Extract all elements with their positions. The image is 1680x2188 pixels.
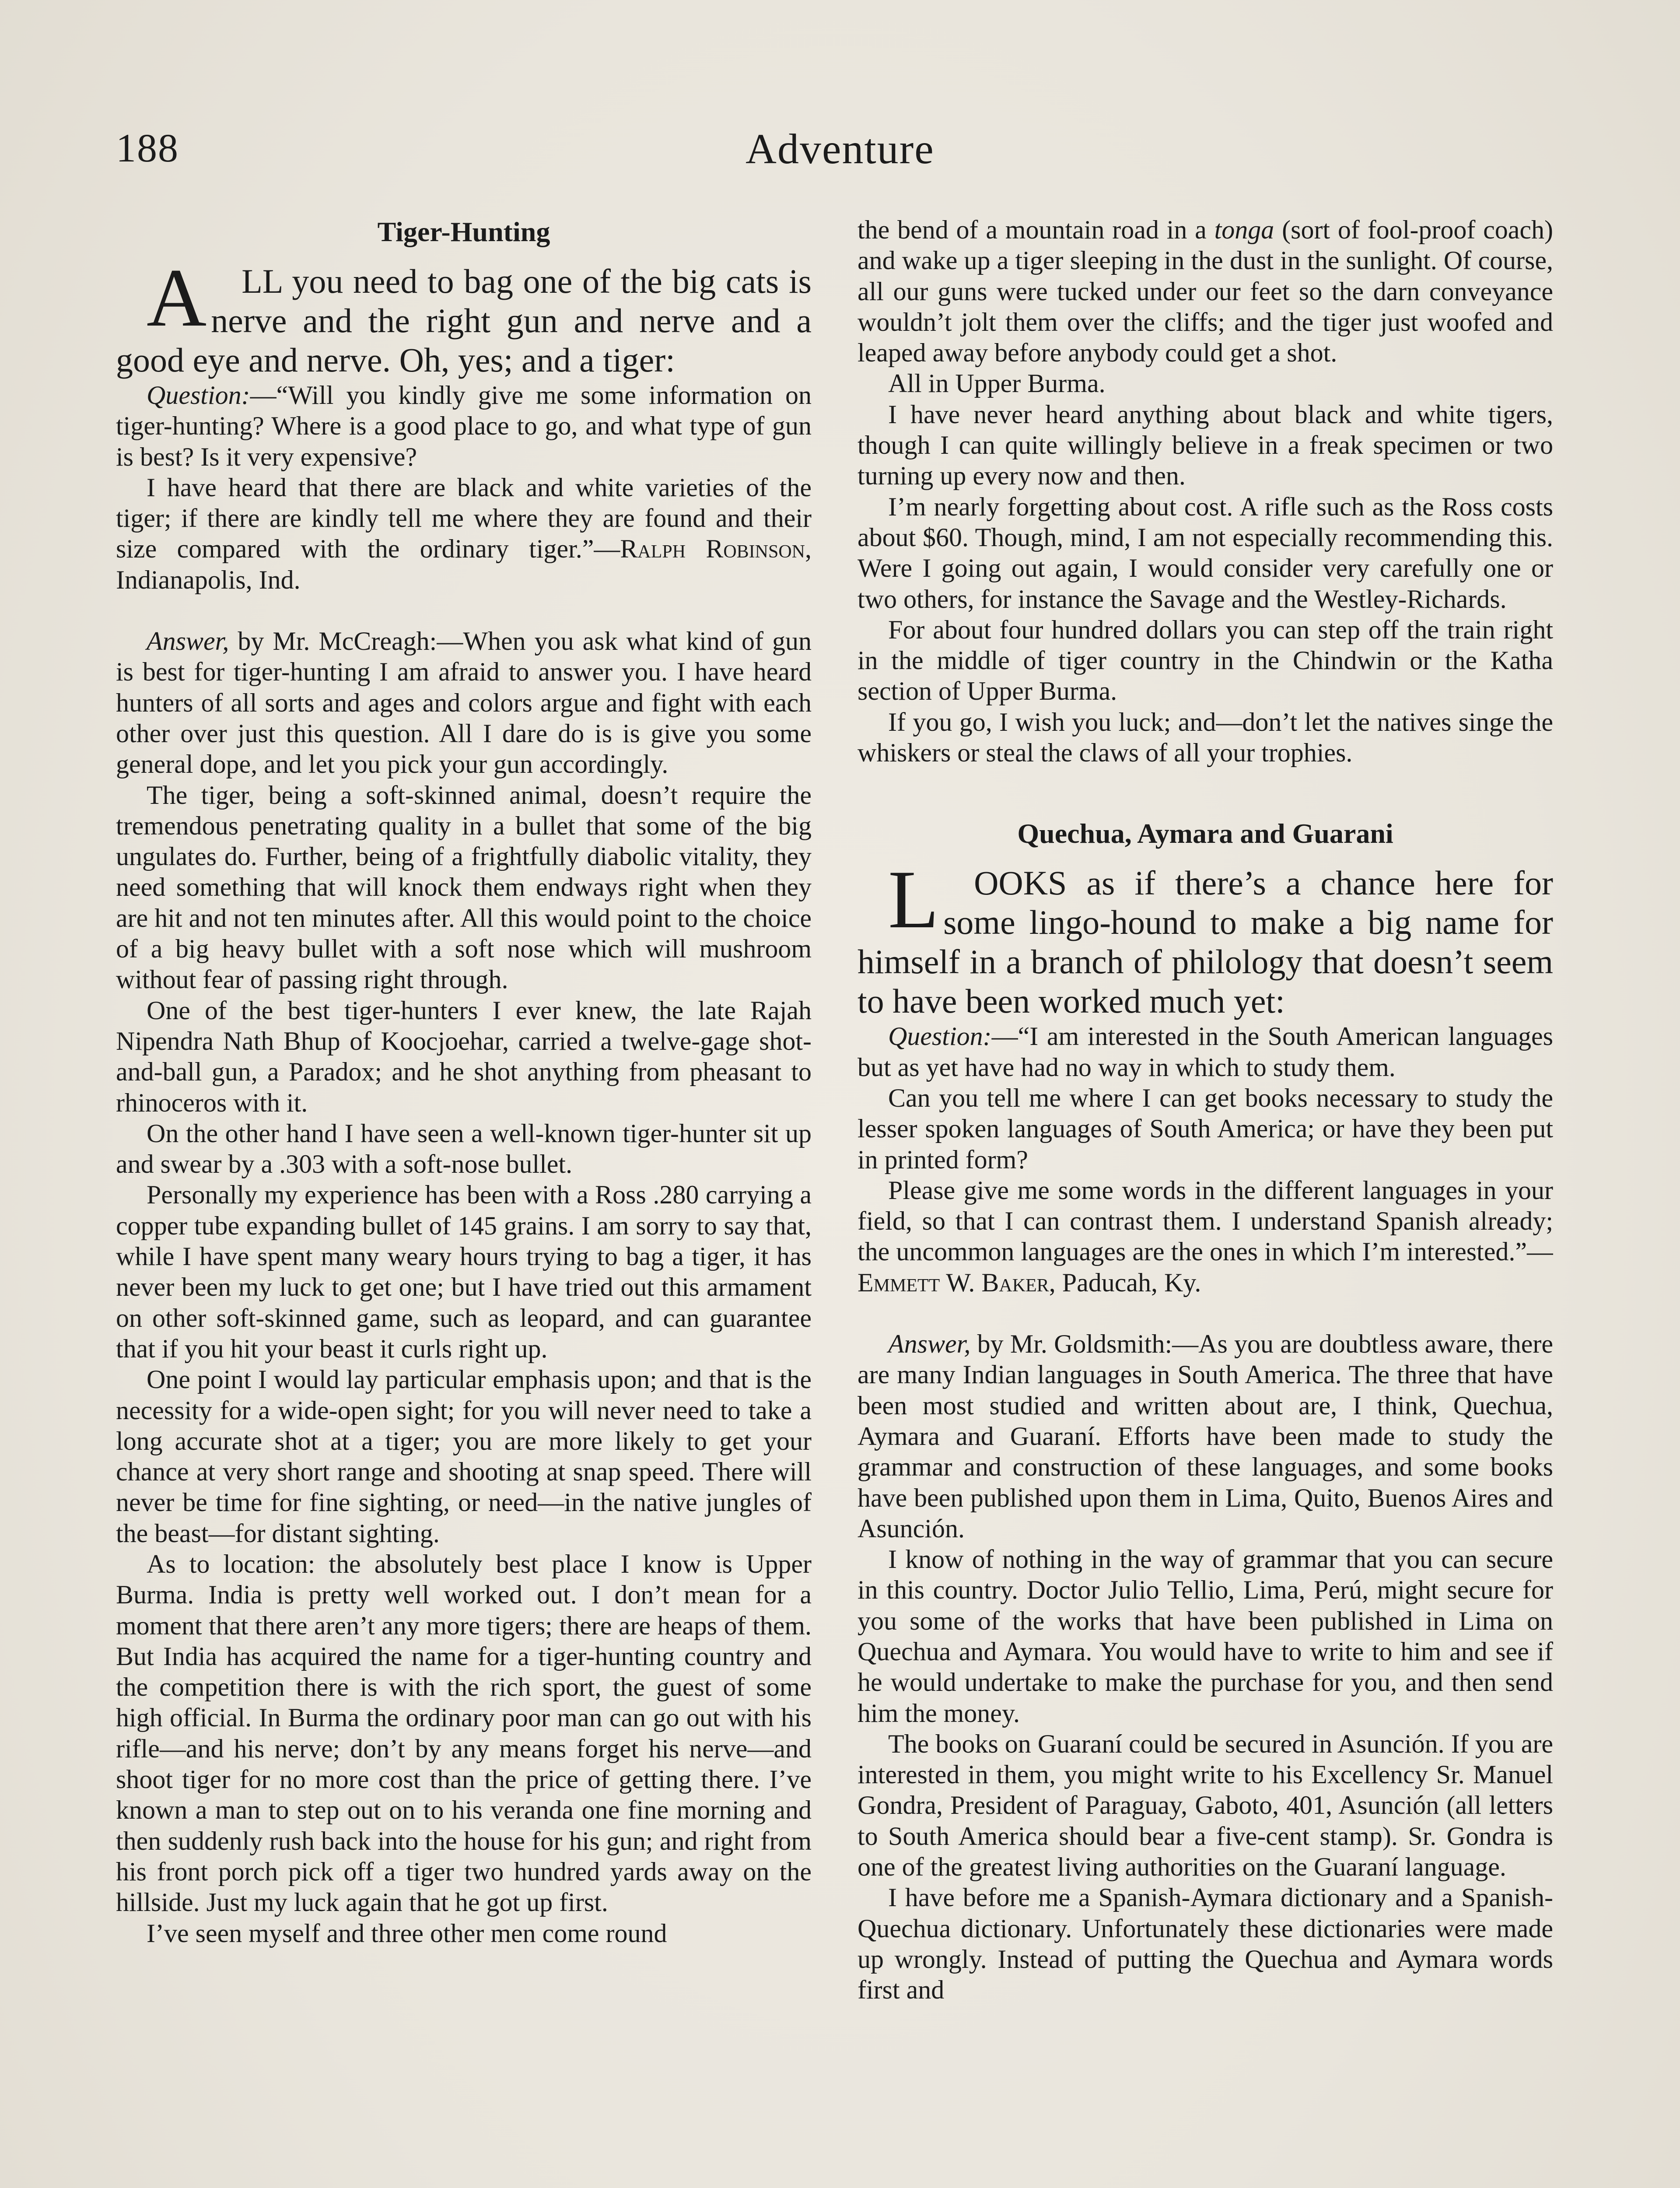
answer-paragraph: I know of nothing in the way of grammar that you can secure in this country. Doctor Julio Tellio, Lima, Perú, might secure for you some of the works that have been published in Lima on Quechua and Aymara. You would have to write to him and see if he would undertake to make the purchase for you, and then send him the money.	[858, 1545, 1553, 1728]
lead-paragraph	[116, 252, 812, 380]
page-header	[116, 125, 1564, 177]
lead-text: OOKS as if there’s a chance here for some lingo-hound to make a big name for himself in a branch of philology that doesn’t seem to have been worked much yet:	[858, 864, 1553, 1020]
answer-paragraph: The tiger, being a soft-skinned animal, doesn’t require the tremendous penetrating quality in a bullet that some of the big ungulates do. Further, being of a frightfully diabolic vitality, they need something that will knock them endways right when they are hit and not ten minutes after. All this would point to the choice of a big heavy bullet with a soft nose which will mushroom without fear of passing right through.	[116, 780, 812, 994]
correspondent-location: , Paducah, Ky.	[1049, 1268, 1201, 1297]
correspondent-name: Ralph Robinson	[620, 534, 805, 564]
answer-label: Answer,	[888, 1329, 971, 1359]
answer-text: by Mr. McCreagh:—When you ask what kind of gun is best for tiger-hunting I am afraid to answer you. I have heard hunters of all sorts and ages and colors argue and fight with each other over just this question. All I dare do is is give you some general dope, and let you pick your gun accordingly.	[116, 627, 812, 779]
answer-text: the bend of a mountain road in a	[858, 215, 1214, 244]
left-column	[116, 214, 812, 2188]
question-label: Question:	[888, 1022, 992, 1051]
answer-text-italic: tonga	[1214, 215, 1274, 244]
answer-paragraph: If you go, I wish you luck; and—don’t let the natives singe the whiskers or steal the claws of all your trophies.	[858, 707, 1553, 768]
answer-paragraph: I’m nearly forgetting about cost. A rifle such as the Ross costs about $60. Though, mind, I am not especially recommending this. Were I going out again, I would consider very carefully one or two others, for instance the Savage and the Westley-Richards.	[858, 492, 1553, 614]
page-number: 188	[116, 126, 179, 170]
drop-cap: L	[888, 854, 939, 946]
lead-text: LL you need to bag one of the big cats is nerve and the right gun and nerve and a good eye and nerve. Oh, yes; and a tiger:	[116, 262, 812, 379]
answer-paragraph: I’ve seen myself and three other men come round	[147, 1918, 667, 1948]
answer-paragraph: Personally my experience has been with a Ross .280 carrying a copper tube expanding bullet of 145 grains. I am sorry to say that, while I have spent many weary hours trying to bag a tiger, it has never been my luck to get one; but I have tried out this armament on other soft-skinned game, such as leopard, and can guarantee that if you hit your beast it curls right up.	[116, 1180, 812, 1363]
running-title: Adventure	[746, 126, 934, 173]
question-paragraph	[116, 472, 812, 595]
answer-paragraph	[858, 1329, 1553, 1544]
answer-paragraph: One point I would lay particular emphasis upon; and that is the necessity for a wide-open sight; for you will never need to take a long accurate shot at a tiger; you are more likely to get your chance at very short range and shooting at snap speed. There will never be time for fine sighting, or need—in the native jungles of the beast—for distant sighting.	[116, 1365, 812, 1548]
correspondent-location: , Indianapolis, Ind.	[116, 534, 812, 594]
lead-paragraph	[858, 854, 1553, 1021]
drop-cap: A	[147, 252, 207, 344]
answer-text: (sort of fool-proof coach) and wake up a tiger sleeping in the dust in the sunlight. Of course, all our guns were tucked under our feet so the darn conveyance wouldn’t jolt them over the cliffs; and the tiger just woofed and leaped away before anybody could get a shot.	[858, 215, 1553, 368]
answer-paragraph: The books on Guaraní could be secured in Asunción. If you are interested in them, you might write to his Excellency Sr. Manuel Gondra, President of Paraguay, Gaboto, 401, Asunción (all letters to South America should bear a five-cent stamp). Sr. Gondra is one of the greatest living authorities on the Guaraní language.	[858, 1729, 1553, 1882]
answer-paragraph	[858, 214, 1553, 368]
answer-paragraph: On the other hand I have seen a well-known tiger-hunter sit up and swear by a .303 with a soft-nose bullet.	[116, 1119, 812, 1179]
question-paragraph	[858, 1175, 1553, 1298]
section-quechua	[858, 816, 1553, 2005]
answer-paragraph: I have never heard anything about black and white tigers, though I can quite willingly believe in a freak specimen or two turning up every now and then.	[858, 400, 1553, 491]
question-text: Please give me some words in the different languages in your field, so that I can contrast them. I understand Spanish already; the uncommon languages are the ones in which I’m interested.”—	[858, 1175, 1553, 1266]
question-paragraph	[858, 1021, 1553, 1083]
correspondent-name: Emmett W. Baker	[858, 1268, 1049, 1297]
question-text: I have heard that there are black and white varieties of the tiger; if there are kindly tell me where they are found and their size compared with the ordinary tiger.”—	[116, 473, 812, 564]
question-text: —“Will you kindly give me some information on tiger-hunting? Where is a good place to go, and what type of gun is best? Is it very expensive?	[116, 381, 812, 471]
section-title-tiger-hunting: Tiger-Hunting	[377, 216, 550, 247]
question-text: —“I am interested in the South American languages but as yet have had no way in which to study them.	[858, 1022, 1553, 1082]
answer-paragraph: As to location: the absolutely best place I know is Upper Burma. India is pretty well worked out. I don’t mean for a moment that there aren’t any more tigers; there are heaps of them. But India has acquired the name for a tiger-hunting country and the competition there is with the rich sport, the guest of some high official. In Burma the ordinary poor man can go out with his rifle—and his nerve; don’t by any means forget his nerve—and shoot tiger for no more cost than the price of getting there. I’ve known a man to step out on to his veranda one fine morning and then suddenly rush back into the house for his gun; and right from his front porch pick off a tiger two hundred yards away on the hillside. Just my luck again that he got up first.	[116, 1549, 812, 1917]
question-paragraph	[116, 380, 812, 472]
answer-paragraph: I have before me a Spanish-Aymara dictionary and a Spanish-Quechua dictionary. Unfortunately these dictionaries were made up wrongly. Instead of putting the Quechua and Aymara words first and	[858, 1883, 1553, 2005]
answer-paragraph: All in Upper Burma.	[888, 369, 1106, 398]
answer-text: by Mr. Goldsmith:—As you are doubtless aware, there are many Indian languages in South America. The three that have been most studied and written about are, I think, Quechua, Aymara and Guaraní. Efforts have been made to study the grammar and construction of these languages, and some books have been published upon them in Lima, Quito, Buenos Aires and Asunción.	[858, 1329, 1553, 1543]
question-paragraph: Can you tell me where I can get books necessary to study the lesser spoken languages of South America; or have they been put in printed form?	[858, 1083, 1553, 1174]
answer-label: Answer,	[147, 627, 229, 656]
question-label: Question:	[147, 381, 250, 410]
answer-paragraph	[116, 626, 812, 779]
answer-paragraph: For about four hundred dollars you can step off the train right in the middle of tiger country in the Chindwin or the Katha section of Upper Burma.	[858, 615, 1553, 706]
right-column	[858, 214, 1553, 2188]
answer-paragraph: One of the best tiger-hunters I ever knew, the late Rajah Nipendra Nath Bhup of Koocjoehar, carried a twelve-gage shot-and-ball gun, a Paradox; and he shot anything from pheasant to rhinoceros with it.	[116, 996, 812, 1117]
section-title-quechua: Quechua, Aymara and Guarani	[1017, 818, 1393, 849]
